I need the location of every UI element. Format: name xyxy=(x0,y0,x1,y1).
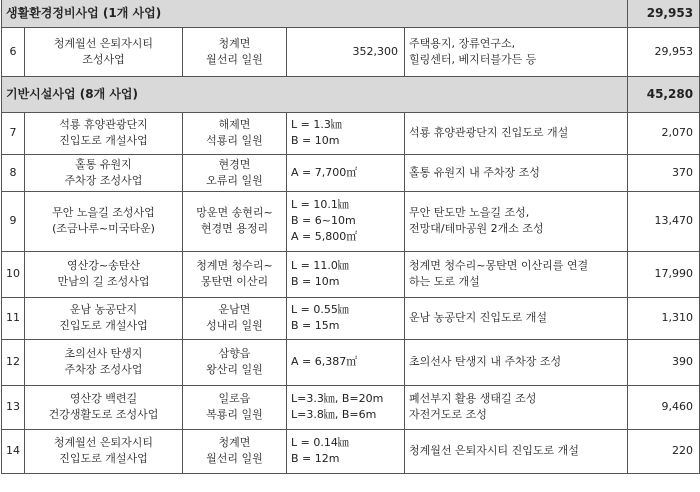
project-location xyxy=(183,339,287,385)
project-location xyxy=(183,251,287,297)
project-content xyxy=(405,297,628,339)
project-name-line: 영산강 백련길 xyxy=(69,392,138,405)
project-content-line: 운남 농공단지 진입도로 개설 xyxy=(409,311,548,324)
table-row xyxy=(2,112,700,154)
project-location xyxy=(183,154,287,191)
project-location xyxy=(183,112,287,154)
project-amount: 1,310 xyxy=(628,297,700,339)
project-name-line: 주차장 조성사업 xyxy=(64,363,143,376)
project-size-line: L = 10.1㎞ xyxy=(291,198,349,211)
project-location-line: 현경면 용정리 xyxy=(200,222,269,235)
project-size-line: 352,300 xyxy=(352,44,398,58)
project-amount: 17,990 xyxy=(628,251,700,297)
project-name-line: 진입도로 개설사업 xyxy=(59,319,148,332)
project-name-line: 건강생활도로 조성사업 xyxy=(48,408,159,421)
project-content-line: 청계면 청수리~몽탄면 이산리를 연결 xyxy=(409,259,589,272)
project-amount: 390 xyxy=(628,339,700,385)
project-amount: 220 xyxy=(628,429,700,473)
row-number: 8 xyxy=(2,154,25,191)
project-location-line: 운남면 xyxy=(218,303,251,316)
project-location-line: 삼향읍 xyxy=(218,347,251,360)
table-row xyxy=(2,251,700,297)
project-location-line: 청계면 xyxy=(218,436,251,449)
section-row-infrastructure xyxy=(2,76,700,112)
section-total: 29,953 xyxy=(628,0,700,27)
project-size-line: L=3.3㎞, B=20m xyxy=(291,392,384,405)
project-location xyxy=(183,191,287,251)
section-row-living xyxy=(2,0,700,27)
project-content xyxy=(405,191,628,251)
row-number: 11 xyxy=(2,297,25,339)
table-row xyxy=(2,385,700,429)
project-table xyxy=(1,0,700,474)
project-name-line: 홀통 유원지 xyxy=(75,157,132,171)
project-size-line: B = 10m xyxy=(291,134,340,147)
project-size xyxy=(287,112,405,154)
project-size-line: B = 15m xyxy=(291,319,340,332)
project-amount: 9,460 xyxy=(628,385,700,429)
project-size-line: B = 6~10m xyxy=(291,214,356,227)
project-size xyxy=(287,385,405,429)
project-location xyxy=(183,27,287,76)
project-amount: 13,470 xyxy=(628,191,700,251)
row-number: 7 xyxy=(2,112,25,154)
project-name-line: 진입도로 개설사업 xyxy=(59,452,148,465)
project-name-line: (조금나루~미국타운) xyxy=(52,222,155,235)
project-size-line: L = 0.55㎞ xyxy=(291,303,349,316)
project-size-line: B = 10m xyxy=(291,275,340,288)
row-number: 14 xyxy=(2,429,25,473)
table-row xyxy=(2,297,700,339)
row-number: 9 xyxy=(2,191,25,251)
project-location-line: 왕산리 일원 xyxy=(206,363,263,376)
project-size-line: A = 7,700㎡ xyxy=(291,165,358,179)
project-size xyxy=(287,191,405,251)
project-location xyxy=(183,297,287,339)
project-content-line: 주택용지, 장류연구소, xyxy=(409,36,516,50)
project-name xyxy=(25,385,183,429)
project-name-line: 석룡 휴양관광단지 xyxy=(59,118,148,131)
project-name xyxy=(25,191,183,251)
project-size-line: L = 1.3㎞ xyxy=(291,118,342,131)
project-name xyxy=(25,154,183,191)
project-size-line: A = 6,387㎡ xyxy=(291,355,358,368)
project-content-line: 자전거도로 조성 xyxy=(409,408,487,421)
project-content-line: 홀통 유원지 내 주차장 조성 xyxy=(409,165,540,179)
row-number: 10 xyxy=(2,251,25,297)
row-number: 12 xyxy=(2,339,25,385)
project-content xyxy=(405,251,628,297)
project-name-line: 주차장 조성사업 xyxy=(64,173,143,187)
project-location-line: 청계면 xyxy=(218,36,251,50)
project-size xyxy=(287,339,405,385)
project-amount: 29,953 xyxy=(628,27,700,76)
section-total: 45,280 xyxy=(628,76,700,112)
table-row xyxy=(2,154,700,191)
project-location-line: 월선리 일원 xyxy=(206,452,263,465)
section-title: 생활환경정비사업 (1개 사업) xyxy=(2,0,628,27)
project-name-line: 진입도로 개설사업 xyxy=(59,134,148,147)
project-content xyxy=(405,339,628,385)
project-content-line: 전망대/테마공원 2개소 조성 xyxy=(409,222,544,235)
project-location xyxy=(183,385,287,429)
project-content-line: 폐선부지 활용 생태길 조성 xyxy=(409,392,537,405)
project-amount: 370 xyxy=(628,154,700,191)
project-location-line: 현경면 xyxy=(218,157,251,171)
project-size-line: A = 5,800㎡ xyxy=(291,230,358,243)
project-name-line: 청계월선 은퇴자시티 xyxy=(53,436,154,449)
project-content-line: 청계월선 은퇴자시티 진입도로 개설 xyxy=(409,444,579,457)
project-size-line: B = 12m xyxy=(291,452,340,465)
project-size xyxy=(287,429,405,473)
project-size-line: L=3.8㎞, B=6m xyxy=(291,408,377,421)
project-name-line: 만남의 길 조성사업 xyxy=(57,275,150,288)
project-location-line: 복룡리 일원 xyxy=(206,408,263,421)
project-location xyxy=(183,429,287,473)
project-name xyxy=(25,27,183,76)
project-size-line: L = 11.0㎞ xyxy=(291,259,349,272)
project-name xyxy=(25,112,183,154)
project-name xyxy=(25,429,183,473)
row-number: 6 xyxy=(2,27,25,76)
project-name-line: 조성사업 xyxy=(82,52,125,66)
project-content xyxy=(405,385,628,429)
project-location-line: 성내리 일원 xyxy=(206,319,263,332)
table-row xyxy=(2,27,700,76)
project-content xyxy=(405,27,628,76)
table-row xyxy=(2,191,700,251)
row-number: 13 xyxy=(2,385,25,429)
table-row xyxy=(2,429,700,473)
project-location-line: 망운면 송현리~ xyxy=(196,206,273,219)
project-location-line: 오류리 일원 xyxy=(206,173,263,187)
project-name-line: 운남 농공단지 xyxy=(69,303,138,316)
project-location-line: 청계면 청수리~ xyxy=(196,259,273,272)
project-name xyxy=(25,251,183,297)
project-location-line: 몽탄면 이산리 xyxy=(200,275,269,288)
project-size xyxy=(287,154,405,191)
project-location-line: 월선리 일원 xyxy=(206,52,263,66)
table-row xyxy=(2,339,700,385)
project-content-line: 석룡 휴양관광단지 진입도로 개설 xyxy=(409,126,569,139)
project-content xyxy=(405,154,628,191)
project-content-line: 힐링센터, 베지터블가든 등 xyxy=(409,52,537,66)
project-size xyxy=(287,297,405,339)
project-name xyxy=(25,297,183,339)
section-title: 기반시설사업 (8개 사업) xyxy=(2,76,628,112)
project-name xyxy=(25,339,183,385)
project-location-line: 해제면 xyxy=(218,118,251,131)
project-size-line: L = 0.14㎞ xyxy=(291,436,349,449)
project-location-line: 일로읍 xyxy=(218,392,251,405)
project-name-line: 무안 노을길 조성사업 xyxy=(52,206,155,219)
project-size xyxy=(287,27,405,76)
project-size xyxy=(287,251,405,297)
project-name-line: 초의선사 탄생지 xyxy=(64,347,143,360)
project-name-line: 영산강~송탄산 xyxy=(67,259,140,272)
project-content-line: 무안 탄도만 노을길 조성, xyxy=(409,206,530,219)
project-name-line: 청계월선 은퇴자시티 xyxy=(53,36,154,50)
project-content xyxy=(405,112,628,154)
project-content-line: 하는 도로 개설 xyxy=(409,275,480,288)
project-content-line: 초의선사 탄생지 내 주차장 조성 xyxy=(409,355,562,368)
project-location-line: 석룡리 일원 xyxy=(206,134,263,147)
project-content xyxy=(405,429,628,473)
project-amount: 2,070 xyxy=(628,112,700,154)
